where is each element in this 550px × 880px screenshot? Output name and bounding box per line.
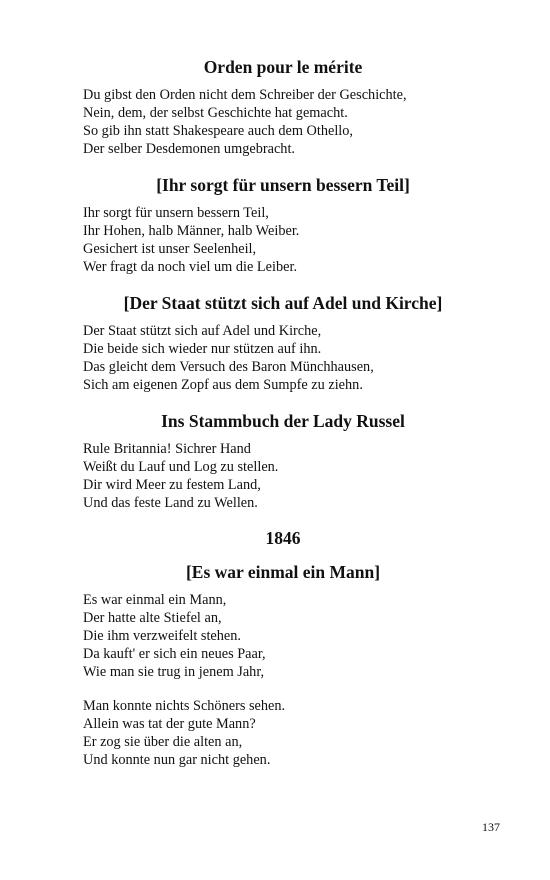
verse-line: Die beide sich wieder nur stützen auf ihn. [83,341,322,357]
verse-line: Man konnte nichts Schöners sehen. [83,698,286,714]
verse-line: Da kauft' er sich ein neues Paar, [83,646,266,662]
poem-title: Orden pour le mérite [203,57,363,77]
poem-title: [Der Staat stützt sich auf Adel und Kirche] [123,293,443,313]
poem-title: Ins Stammbuch der Lady Russel [161,411,405,431]
poem-title: [Ihr sorgt für unsern bessern Teil] [156,175,410,195]
verse-line: Dir wird Meer zu festem Land, [83,477,261,493]
verse-line: Die ihm verzweifelt stehen. [83,628,241,644]
page-number: 137 [482,820,500,834]
poem-stanza [83,591,483,681]
verse-line: Der Staat stützt sich auf Adel und Kirche, [83,323,322,339]
poem-stammbuch-lady-russel [83,410,483,512]
year-heading: 1846 [265,528,301,548]
verse-line: Allein was tat der gute Mann? [83,716,256,732]
poem-orden-pour-le-merite [83,56,483,158]
poem-stanza [83,86,483,158]
poem-stanza [83,322,483,394]
poem-der-staat [83,292,483,394]
poem-stanza [83,697,483,769]
verse-line: Ihr sorgt für unsern bessern Teil, [83,205,269,221]
verse-line: Der hatte alte Stiefel an, [83,610,222,626]
poem-stanza [83,204,483,276]
poem-stanza [83,440,483,512]
verse-line: Weißt du Lauf und Log zu stellen. [83,459,279,475]
verse-line: Nein, dem, der selbst Geschichte hat gemacht. [83,105,348,121]
verse-line: Rule Britannia! Sichrer Hand [83,441,251,457]
poem-es-war-einmal [83,561,483,769]
verse-line: Das gleicht dem Versuch des Baron Münchhausen, [83,359,374,375]
verse-line: Es war einmal ein Mann, [83,592,227,608]
verse-line: Wie man sie trug in jenem Jahr, [83,664,265,680]
verse-line: Wer fragt da noch viel um die Leiber. [83,259,298,275]
poem-ihr-sorgt [83,174,483,276]
verse-line: Der selber Desdemonen umgebracht. [83,141,295,157]
poem-title: [Es war einmal ein Mann] [185,562,381,582]
verse-line: Du gibst den Orden nicht dem Schreiber der Geschichte, [83,87,407,103]
verse-line: Gesichert ist unser Seelenheil, [83,241,257,257]
verse-line: So gib ihn statt Shakespeare auch dem Othello, [83,123,353,139]
verse-line: Sich am eigenen Zopf aus dem Sumpfe zu ziehn. [83,377,363,393]
verse-line: Und das feste Land zu Wellen. [83,495,258,511]
verse-line: Und konnte nun gar nicht gehen. [83,752,271,768]
verse-line: Er zog sie über die alten an, [83,734,243,750]
verse-line: Ihr Hohen, halb Männer, halb Weiber. [83,223,300,239]
